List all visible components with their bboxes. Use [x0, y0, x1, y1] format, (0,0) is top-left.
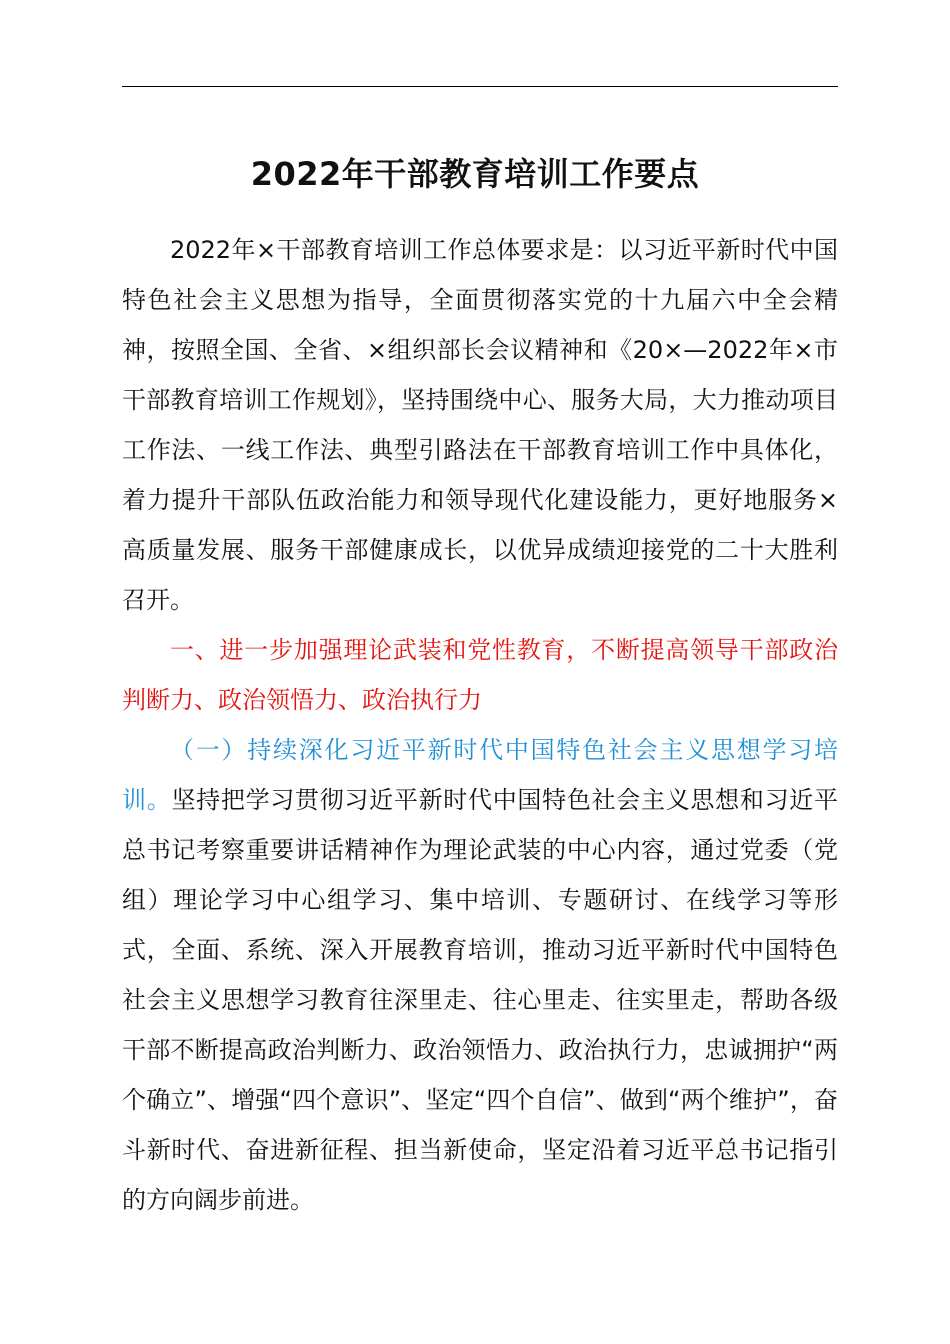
section-heading: 一、进一步加强理论武装和党性教育，不断提高领导干部政治判断力、政治领悟力、政治执行力: [122, 636, 838, 714]
subsection-paragraph: [122, 725, 838, 1225]
document-body: [122, 225, 838, 1225]
header-rule: [122, 86, 838, 87]
page-title: 2022年干部教育培训工作要点: [250, 155, 700, 193]
subsection-body: 坚持把学习贯彻习近平新时代中国特色社会主义思想和习近平总书记考察重要讲话精神作为理论武装的中心内容，通过党委（党组）理论学习中心组学习、集中培训、专题研讨、在线学习等形式，全面、系统、深入开展教育培训，推动习近平新时代中国特色社会主义思想学习教育往深里走、往心里走、往实里走，帮助各级干部不断提高政治判断力、政治领悟力、政治执行力，忠诚拥护“两个确立”、增强“四个意识”、坚定“四个自信”、做到“两个维护”，奋斗新时代、奋进新征程、担当新使命，坚定沿着习近平总书记指引的方向阔步前进。: [122, 786, 839, 1214]
intro-paragraph: 2022年×干部教育培训工作总体要求是：以习近平新时代中国特色社会主义思想为指导，全面贯彻落实党的十九届六中全会精神，按照全国、全省、×组织部长会议精神和《20×—2022年×市干部教育培训工作规划》，坚持围绕中心、服务大局，大力推动项目工作法、一线工作法、典型引路法在干部教育培训工作中具体化，着力提升干部队伍政治能力和领导现代化建设能力，更好地服务×高质量发展、服务干部健康成长，以优异成绩迎接党的二十大胜利召开。: [122, 236, 838, 614]
subsection-heading: （一）持续深化习近平新时代中国特色社会主义思想学习培训。: [122, 736, 838, 814]
